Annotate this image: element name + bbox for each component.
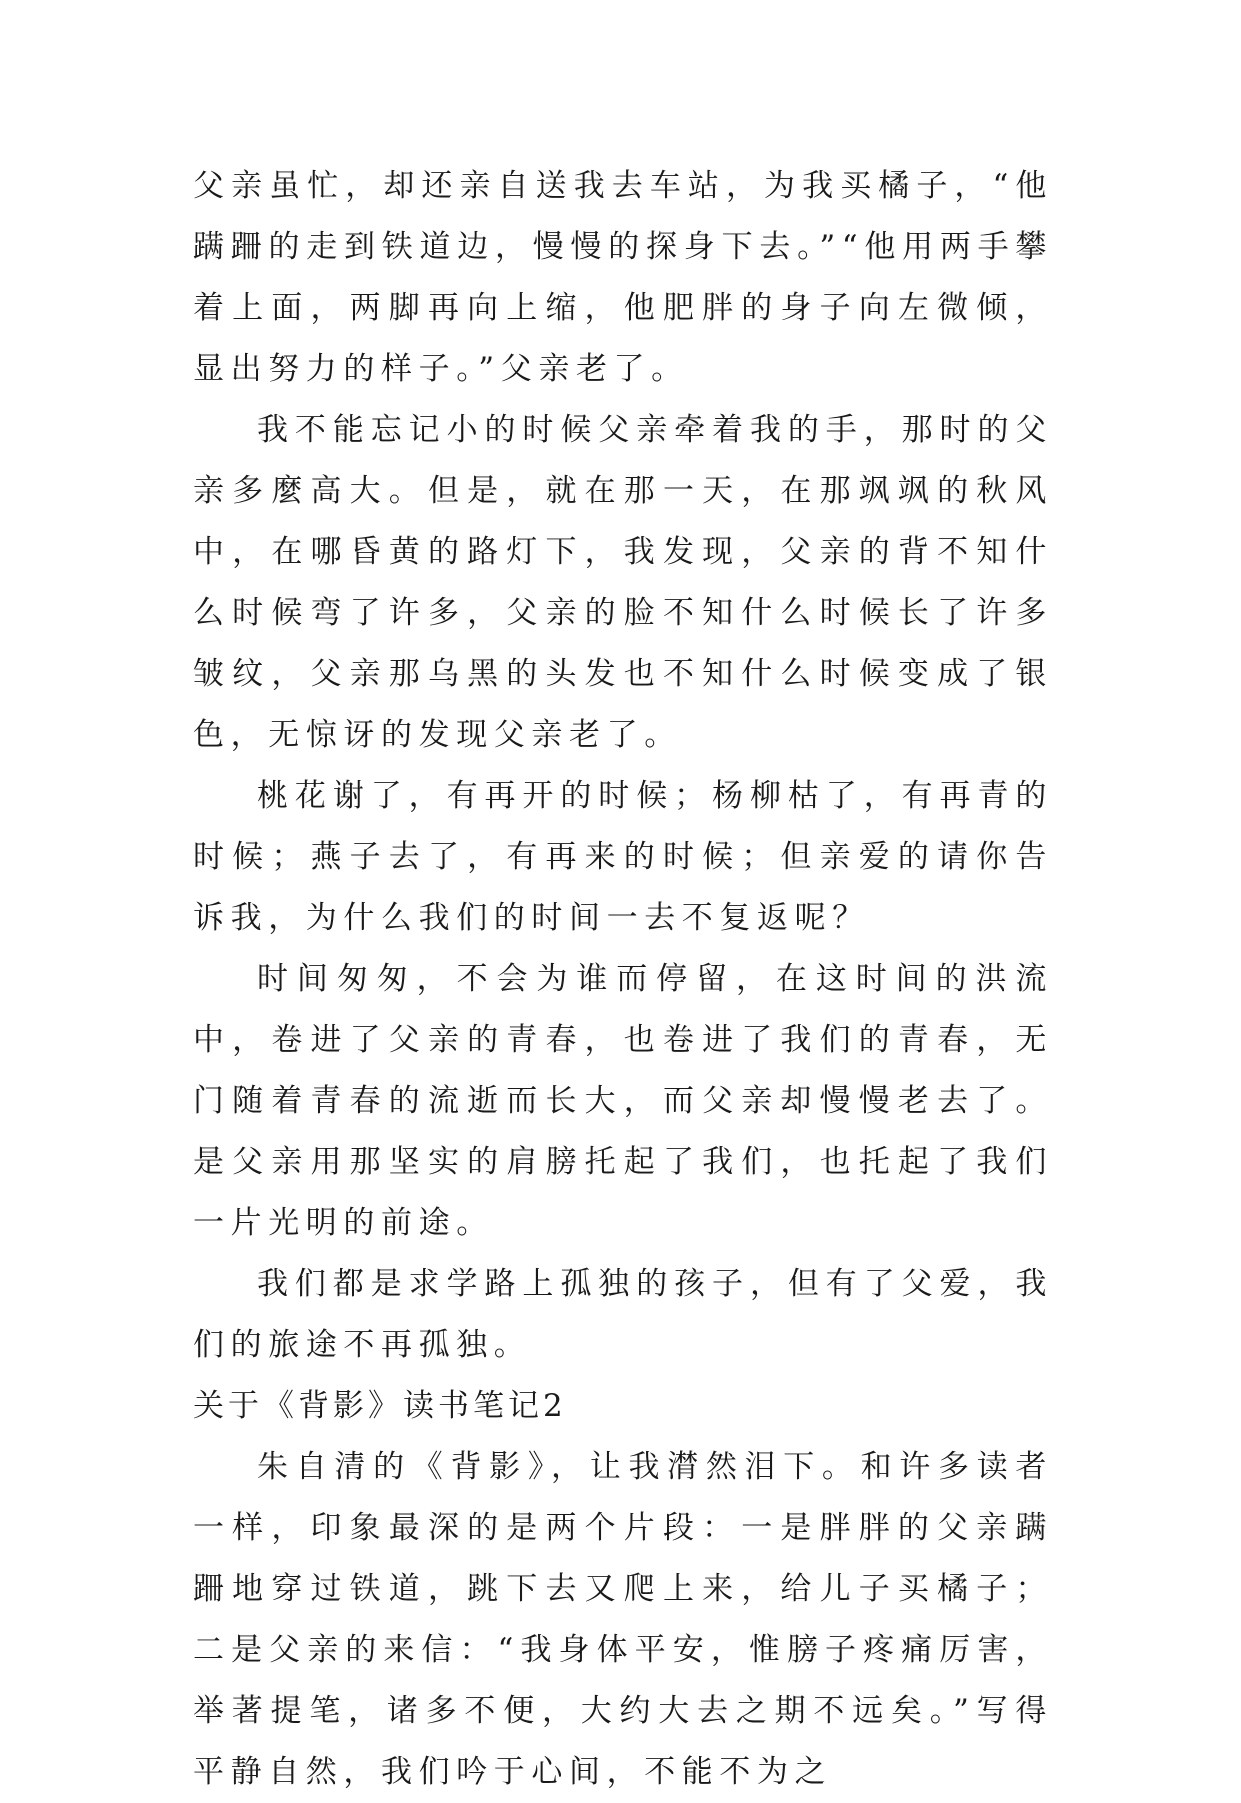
paragraph-6: 朱自清的《背影》，让我潸然泪下。和许多读者一样，印象最深的是两个片段：一是胖胖的父亲蹒跚地穿过铁道，跳下去又爬上来，给儿子买橘子；二是父亲的来信：“我身体平安，惟膀子疼痛厉害，举著提笔，诸多不便，大约大去之期不远矣。”写得平静自然，我们吟于心间，不能不为之 (193, 1449, 1053, 1790)
document-body (193, 156, 1053, 1803)
section-heading: 关于《背影》读书笔记2 (193, 1388, 567, 1424)
paragraph-1: 父亲虽忙，却还亲自送我去车站，为我买橘子，“他蹒跚的走到铁道边，慢慢的探身下去。”“他用两手攀着上面，两脚再向上缩，他肥胖的身子向左微倾，显出努力的样子。”父亲老了。 (193, 168, 1053, 387)
paragraph-2: 我不能忘记小的时候父亲牵着我的手，那时的父亲多麼高大。但是，就在那一天，在那飒飒的秋风中，在哪昏黄的路灯下，我发现，父亲的背不知什么时候弯了许多，父亲的脸不知什么时候长了许多皱纹，父亲那乌黑的头发也不知什么时候变成了银色，无惊讶的发现父亲老了。 (193, 412, 1053, 753)
paragraph-4: 时间匆匆，不会为谁而停留，在这时间的洪流中，卷进了父亲的青春，也卷进了我们的青春，无门随着青春的流逝而长大，而父亲却慢慢老去了。是父亲用那坚实的肩膀托起了我们，也托起了我们一片光明的前途。 (193, 961, 1053, 1241)
paragraph-3: 桃花谢了，有再开的时候；杨柳枯了，有再青的时候；燕子去了，有再来的时候；但亲爱的请你告诉我，为什么我们的时间一去不复返呢？ (193, 778, 1053, 936)
paragraph-5: 我们都是求学路上孤独的孩子，但有了父爱，我们的旅途不再孤独。 (193, 1266, 1053, 1363)
